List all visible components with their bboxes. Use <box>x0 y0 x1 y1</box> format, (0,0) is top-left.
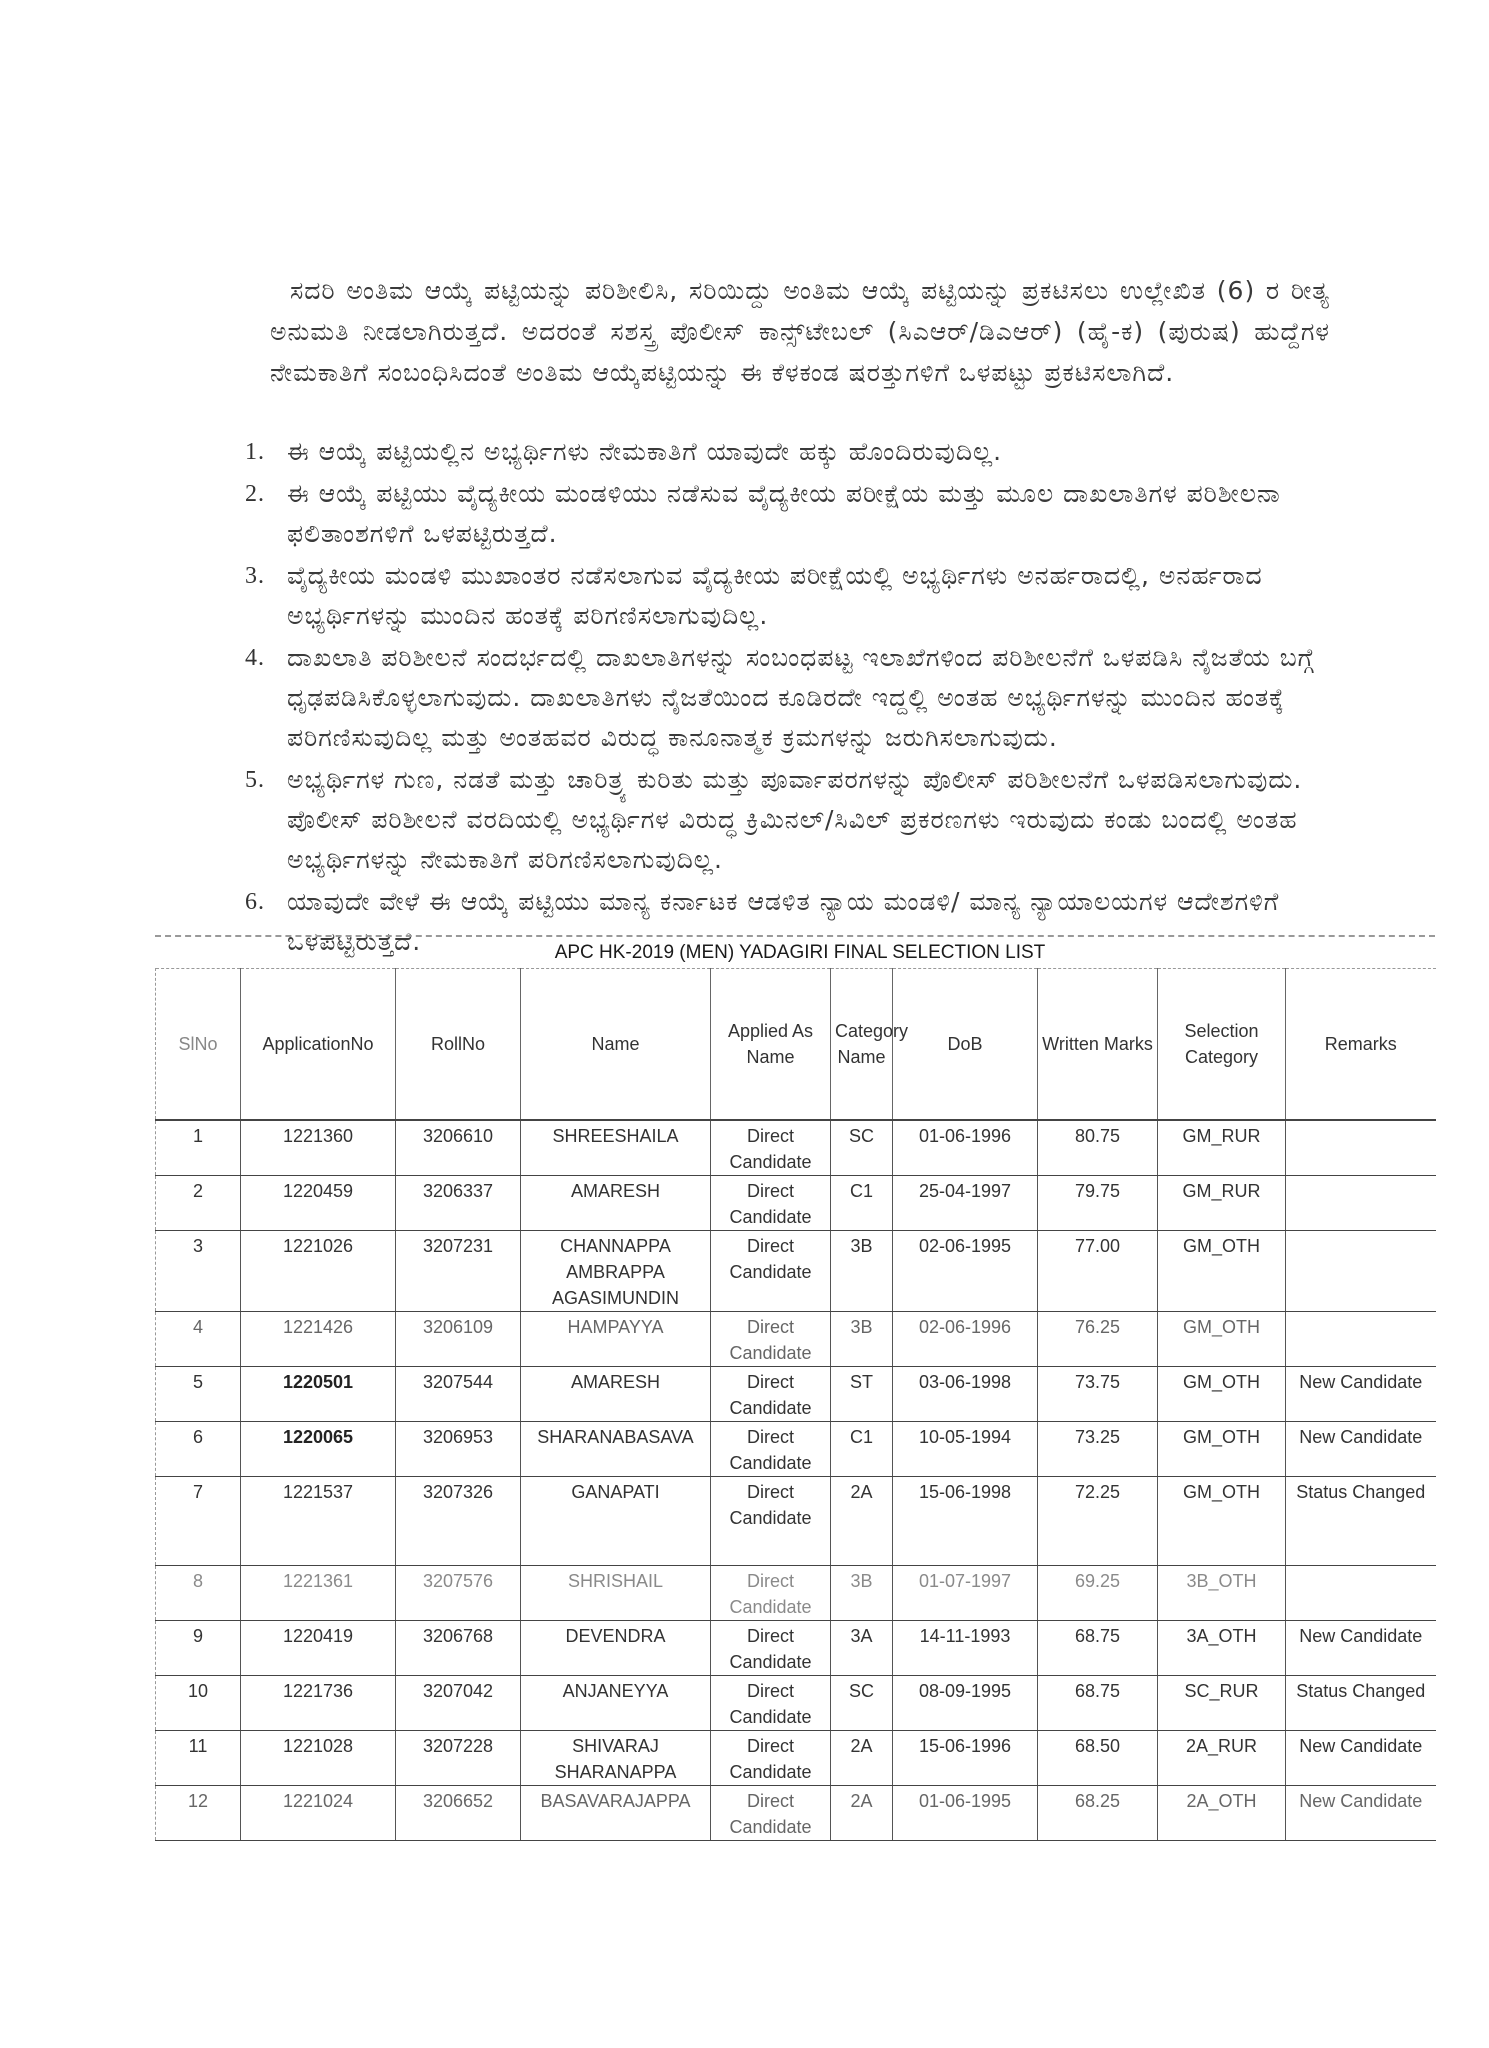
header-roll-no: RollNo <box>396 969 521 1121</box>
cell-application-no: 1220459 <box>241 1176 396 1231</box>
cell-selection-category: 2A_OTH <box>1158 1786 1286 1841</box>
cell-roll-no: 3207228 <box>396 1731 521 1786</box>
cell-selection-category: SC_RUR <box>1158 1676 1286 1731</box>
cell-written-marks: 72.25 <box>1038 1477 1158 1566</box>
table-row <box>156 1477 1436 1566</box>
cell-roll-no: 3207544 <box>396 1367 521 1422</box>
cell-application-no: 1220065 <box>241 1422 396 1477</box>
cell-dob: 01-06-1996 <box>893 1120 1038 1176</box>
header-dob: DoB <box>893 969 1038 1121</box>
cell-dob: 25-04-1997 <box>893 1176 1038 1231</box>
cell-dob: 01-06-1995 <box>893 1786 1038 1841</box>
cell-remarks: New Candidate <box>1286 1731 1436 1786</box>
cell-dob: 15-06-1996 <box>893 1731 1038 1786</box>
header-slno: SlNo <box>156 969 241 1121</box>
header-remarks: Remarks <box>1286 969 1436 1121</box>
condition-number: 5. <box>245 767 265 793</box>
cell-slno: 4 <box>156 1312 241 1367</box>
cell-written-marks: 68.75 <box>1038 1621 1158 1676</box>
cell-dob: 14-11-1993 <box>893 1621 1038 1676</box>
cell-name: DEVENDRA <box>521 1621 711 1676</box>
cell-written-marks: 69.25 <box>1038 1566 1158 1621</box>
cell-roll-no: 3207231 <box>396 1231 521 1312</box>
cell-slno: 2 <box>156 1176 241 1231</box>
table-row <box>156 1422 1436 1477</box>
condition-text: ಯಾವುದೇ ವೇಳೆ ಈ ಆಯ್ಕೆ ಪಟ್ಟಿಯು ಮಾನ್ಯ ಕರ್ನಾಟಕ ಆಡಳಿತ ನ್ಯಾಯ ಮಂಡಳಿ/ ಮಾನ್ಯ ನ್ಯಾಯಾಲಯಗಳ ಆದೇಶಗಳಿಗೆ ಒಳಪಟ್ಟಿರುತ್ತದೆ. <box>287 887 1280 956</box>
cell-category: SC <box>831 1676 893 1731</box>
cell-dob: 03-06-1998 <box>893 1367 1038 1422</box>
condition-text: ಈ ಆಯ್ಕೆ ಪಟ್ಟಿಯಲ್ಲಿನ ಅಭ್ಯರ್ಥಿಗಳು ನೇಮಕಾತಿಗೆ ಯಾವುದೇ ಹಕ್ಕು ಹೊಂದಿರುವುದಿಲ್ಲ. <box>287 437 1003 466</box>
cell-slno: 9 <box>156 1621 241 1676</box>
cell-slno: 8 <box>156 1566 241 1621</box>
table-row <box>156 1231 1436 1312</box>
cell-slno: 11 <box>156 1731 241 1786</box>
cell-applied-as: Direct Candidate <box>711 1786 831 1841</box>
condition-item <box>245 638 1335 758</box>
cell-selection-category: GM_OTH <box>1158 1477 1286 1566</box>
cell-category: 3B <box>831 1231 893 1312</box>
cell-application-no: 1221024 <box>241 1786 396 1841</box>
cell-written-marks: 73.75 <box>1038 1367 1158 1422</box>
cell-remarks <box>1286 1120 1436 1176</box>
cell-dob: 02-06-1996 <box>893 1312 1038 1367</box>
cell-name: CHANNAPPA AMBRAPPA AGASIMUNDIN <box>521 1231 711 1312</box>
header-category: Category Name <box>831 969 893 1121</box>
cell-slno: 5 <box>156 1367 241 1422</box>
cell-slno: 6 <box>156 1422 241 1477</box>
cell-category: 2A <box>831 1786 893 1841</box>
cell-name: SHIVARAJ SHARANAPPA <box>521 1731 711 1786</box>
cell-selection-category: GM_OTH <box>1158 1312 1286 1367</box>
table-row <box>156 1621 1436 1676</box>
cell-slno: 12 <box>156 1786 241 1841</box>
cell-roll-no: 3206953 <box>396 1422 521 1477</box>
cell-category: 3B <box>831 1312 893 1367</box>
cell-selection-category: GM_OTH <box>1158 1231 1286 1312</box>
cell-name: AMARESH <box>521 1367 711 1422</box>
table-row <box>156 1676 1436 1731</box>
cell-category: SC <box>831 1120 893 1176</box>
cell-selection-category: GM_RUR <box>1158 1176 1286 1231</box>
cell-applied-as: Direct Candidate <box>711 1422 831 1477</box>
cell-applied-as: Direct Candidate <box>711 1676 831 1731</box>
cell-application-no: 1220419 <box>241 1621 396 1676</box>
condition-item <box>245 760 1335 880</box>
cell-selection-category: 2A_RUR <box>1158 1731 1286 1786</box>
cell-application-no: 1221361 <box>241 1566 396 1621</box>
condition-item <box>245 556 1335 636</box>
cell-name: SHREESHAILA <box>521 1120 711 1176</box>
cell-dob: 08-09-1995 <box>893 1676 1038 1731</box>
cell-slno: 3 <box>156 1231 241 1312</box>
cell-roll-no: 3206652 <box>396 1786 521 1841</box>
table-row <box>156 1367 1436 1422</box>
cell-roll-no: 3207326 <box>396 1477 521 1566</box>
cell-applied-as: Direct Candidate <box>711 1120 831 1176</box>
cell-name: SHRISHAIL <box>521 1566 711 1621</box>
conditions-list <box>245 432 1335 964</box>
cell-written-marks: 80.75 <box>1038 1120 1158 1176</box>
condition-number: 4. <box>245 645 265 671</box>
condition-number: 2. <box>245 481 265 507</box>
cell-remarks <box>1286 1176 1436 1231</box>
cell-written-marks: 79.75 <box>1038 1176 1158 1231</box>
cell-name: BASAVARAJAPPA <box>521 1786 711 1841</box>
cell-roll-no: 3207576 <box>396 1566 521 1621</box>
intro-paragraph: ಸದರಿ ಅಂತಿಮ ಆಯ್ಕೆ ಪಟ್ಟಿಯನ್ನು ಪರಿಶೀಲಿಸಿ, ಸರಿಯಿದ್ದು ಅಂತಿಮ ಆಯ್ಕೆ ಪಟ್ಟಿಯನ್ನು ಪ್ರಕಟಿಸಲು ಉಲ್ಲೇಖಿತ (6) ರ ರೀತ್ಯ ಅನುಮತಿ ನೀಡಲಾಗಿರುತ್ತದೆ. ಅದರಂತೆ ಸಶಸ್ತ್ರ ಪೊಲೀಸ್ ಕಾನ್ಸ್‌ಟೇಬಲ್ (ಸಿಎಆರ್/ಡಿಎಆರ್) (ಹೈ-ಕ) (ಪುರುಷ) ಹುದ್ದೆಗಳ ನೇಮಕಾತಿಗೆ ಸಂಬಂಧಿಸಿದಂತೆ ಅಂತಿಮ ಆಯ್ಕೆಪಟ್ಟಿಯನ್ನು ಈ ಕೆಳಕಂಡ ಷರತ್ತುಗಳಿಗೆ ಒಳಪಟ್ಟು ಪ್ರಕಟಿಸಲಾಗಿದೆ. <box>270 276 1330 387</box>
cell-remarks: Status Changed <box>1286 1676 1436 1731</box>
cell-applied-as: Direct Candidate <box>711 1312 831 1367</box>
cell-written-marks: 68.75 <box>1038 1676 1158 1731</box>
cell-remarks: New Candidate <box>1286 1367 1436 1422</box>
condition-text: ವೈದ್ಯಕೀಯ ಮಂಡಳಿ ಮುಖಾಂತರ ನಡೆಸಲಾಗುವ ವೈದ್ಯಕೀಯ ಪರೀಕ್ಷೆಯಲ್ಲಿ ಅಭ್ಯರ್ಥಿಗಳು ಅನರ್ಹರಾದಲ್ಲಿ, ಅನರ್ಹರಾದ ಅಭ್ಯರ್ಥಿಗಳನ್ನು ಮುಂದಿನ ಹಂತಕ್ಕೆ ಪರಿಗಣಿಸಲಾಗುವುದಿಲ್ಲ. <box>287 561 1263 630</box>
cell-written-marks: 68.50 <box>1038 1731 1158 1786</box>
header-written-marks: Written Marks <box>1038 969 1158 1121</box>
cell-roll-no: 3206610 <box>396 1120 521 1176</box>
cell-applied-as: Direct Candidate <box>711 1231 831 1312</box>
cell-name: GANAPATI <box>521 1477 711 1566</box>
condition-item <box>245 432 1335 472</box>
cell-application-no: 1221028 <box>241 1731 396 1786</box>
cell-remarks: Status Changed <box>1286 1477 1436 1566</box>
cell-application-no: 1221426 <box>241 1312 396 1367</box>
condition-number: 6. <box>245 889 265 915</box>
selection-table <box>155 968 1436 1841</box>
header-application-no: ApplicationNo <box>241 969 396 1121</box>
cell-slno: 1 <box>156 1120 241 1176</box>
table-header-row <box>156 969 1436 1121</box>
table-row <box>156 1120 1436 1176</box>
cell-application-no: 1221360 <box>241 1120 396 1176</box>
cell-written-marks: 68.25 <box>1038 1786 1158 1841</box>
cell-selection-category: GM_RUR <box>1158 1120 1286 1176</box>
cell-remarks: New Candidate <box>1286 1621 1436 1676</box>
cell-category: ST <box>831 1367 893 1422</box>
cell-applied-as: Direct Candidate <box>711 1566 831 1621</box>
cell-dob: 10-05-1994 <box>893 1422 1038 1477</box>
table-row <box>156 1731 1436 1786</box>
cell-slno: 7 <box>156 1477 241 1566</box>
cell-written-marks: 77.00 <box>1038 1231 1158 1312</box>
cell-applied-as: Direct Candidate <box>711 1477 831 1566</box>
cell-selection-category: GM_OTH <box>1158 1367 1286 1422</box>
header-applied-as: Applied As Name <box>711 969 831 1121</box>
condition-item <box>245 474 1335 554</box>
cell-remarks <box>1286 1566 1436 1621</box>
cell-application-no: 1221736 <box>241 1676 396 1731</box>
cell-dob: 15-06-1998 <box>893 1477 1038 1566</box>
cell-category: 3B <box>831 1566 893 1621</box>
table-row <box>156 1786 1436 1841</box>
cell-selection-category: 3A_OTH <box>1158 1621 1286 1676</box>
cell-dob: 02-06-1995 <box>893 1231 1038 1312</box>
cell-remarks: New Candidate <box>1286 1786 1436 1841</box>
cell-category: C1 <box>831 1422 893 1477</box>
table-row <box>156 1312 1436 1367</box>
condition-text: ದಾಖಲಾತಿ ಪರಿಶೀಲನೆ ಸಂದರ್ಭದಲ್ಲಿ ದಾಖಲಾತಿಗಳನ್ನು ಸಂಬಂಧಪಟ್ಟ ಇಲಾಖೆಗಳಿಂದ ಪರಿಶೀಲನೆಗೆ ಒಳಪಡಿಸಿ ನೈಜತೆಯ ಬಗ್ಗೆ ಧೃಢಪಡಿಸಿಕೊಳ್ಳಲಾಗುವುದು. ದಾಖಲಾತಿಗಳು ನೈಜತೆಯಿಂದ ಕೂಡಿರದೇ ಇದ್ದಲ್ಲಿ ಅಂತಹ ಅಭ್ಯರ್ಥಿಗಳನ್ನು ಮುಂದಿನ ಹಂತಕ್ಕೆ ಪರಿಗಣಿಸುವುದಿಲ್ಲ ಮತ್ತು ಅಂತಹವರ ವಿರುದ್ಧ ಕಾನೂನಾತ್ಮಕ ಕ್ರಮಗಳನ್ನು ಜರುಗಿಸಲಾಗುವುದು. <box>287 643 1315 752</box>
cell-application-no: 1221537 <box>241 1477 396 1566</box>
table-title: APC HK-2019 (MEN) YADAGIRI FINAL SELECTION LIST <box>554 942 1046 963</box>
cell-applied-as: Direct Candidate <box>711 1176 831 1231</box>
separator-line <box>155 935 1435 937</box>
condition-number: 3. <box>245 563 265 589</box>
cell-slno: 10 <box>156 1676 241 1731</box>
table-row <box>156 1176 1436 1231</box>
header-selection-category: Selection Category <box>1158 969 1286 1121</box>
cell-category: 3A <box>831 1621 893 1676</box>
condition-number: 1. <box>245 439 265 465</box>
condition-text: ಅಭ್ಯರ್ಥಿಗಳ ಗುಣ, ನಡತೆ ಮತ್ತು ಚಾರಿತ್ರ್ಯ ಕುರಿತು ಮತ್ತು ಪೂರ್ವಾಪರಗಳನ್ನು ಪೊಲೀಸ್ ಪರಿಶೀಲನೆಗೆ ಒಳಪಡಿಸಲಾಗುವುದು. ಪೊಲೀಸ್ ಪರಿಶೀಲನೆ ವರದಿಯಲ್ಲಿ ಅಭ್ಯರ್ಥಿಗಳ ವಿರುದ್ಧ ಕ್ರಿಮಿನಲ್/ಸಿವಿಲ್ ಪ್ರಕರಣಗಳು ಇರುವುದು ಕಂಡು ಬಂದಲ್ಲಿ ಅಂತಹ ಅಭ್ಯರ್ಥಿಗಳನ್ನು ನೇಮಕಾತಿಗೆ ಪರಿಗಣಿಸಲಾಗುವುದಿಲ್ಲ. <box>287 765 1303 874</box>
cell-remarks <box>1286 1231 1436 1312</box>
cell-name: AMARESH <box>521 1176 711 1231</box>
cell-name: ANJANEYYA <box>521 1676 711 1731</box>
cell-roll-no: 3206768 <box>396 1621 521 1676</box>
cell-dob: 01-07-1997 <box>893 1566 1038 1621</box>
cell-roll-no: 3206337 <box>396 1176 521 1231</box>
cell-application-no: 1220501 <box>241 1367 396 1422</box>
cell-applied-as: Direct Candidate <box>711 1731 831 1786</box>
cell-application-no: 1221026 <box>241 1231 396 1312</box>
header-name: Name <box>521 969 711 1121</box>
intro-section <box>270 270 1330 393</box>
cell-applied-as: Direct Candidate <box>711 1621 831 1676</box>
cell-remarks <box>1286 1312 1436 1367</box>
cell-remarks: New Candidate <box>1286 1422 1436 1477</box>
cell-name: SHARANABASAVA <box>521 1422 711 1477</box>
condition-text: ಈ ಆಯ್ಕೆ ಪಟ್ಟಿಯು ವೈದ್ಯಕೀಯ ಮಂಡಳಿಯು ನಡೆಸುವ ವೈದ್ಯಕೀಯ ಪರೀಕ್ಷೆಯ ಮತ್ತು ಮೂಲ ದಾಖಲಾತಿಗಳ ಪರಿಶೀಲನಾ ಫಲಿತಾಂಶಗಳಿಗೆ ಒಳಪಟ್ಟಿರುತ್ತದೆ. <box>287 479 1281 548</box>
table-row <box>156 1566 1436 1621</box>
cell-selection-category: GM_OTH <box>1158 1422 1286 1477</box>
cell-roll-no: 3207042 <box>396 1676 521 1731</box>
cell-written-marks: 73.25 <box>1038 1422 1158 1477</box>
cell-category: C1 <box>831 1176 893 1231</box>
cell-applied-as: Direct Candidate <box>711 1367 831 1422</box>
cell-selection-category: 3B_OTH <box>1158 1566 1286 1621</box>
cell-roll-no: 3206109 <box>396 1312 521 1367</box>
cell-category: 2A <box>831 1731 893 1786</box>
cell-name: HAMPAYYA <box>521 1312 711 1367</box>
cell-category: 2A <box>831 1477 893 1566</box>
cell-written-marks: 76.25 <box>1038 1312 1158 1367</box>
